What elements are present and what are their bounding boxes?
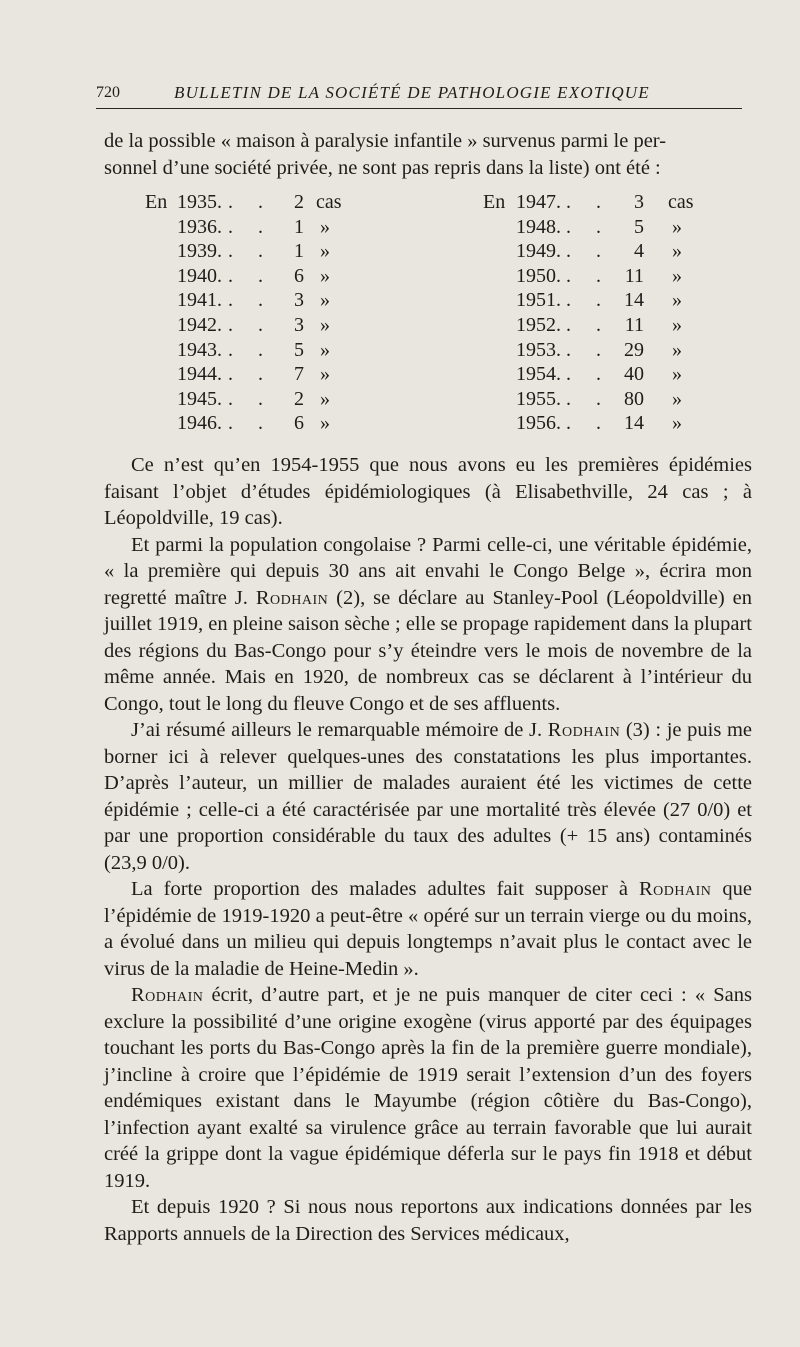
row-count: 3 — [294, 314, 304, 336]
intro-line-2: sonnel d’une société privée, ne sont pas repris dans la liste) ont été : — [104, 156, 661, 179]
leader-dots: . . — [228, 363, 273, 386]
leader-dots: . . — [228, 240, 273, 263]
cases-by-year-table — [0, 190, 800, 450]
row-year: 1942. — [177, 314, 222, 336]
row-prefix: En — [145, 191, 168, 213]
leader-dots: . . — [566, 338, 611, 361]
row-unit: » — [320, 412, 330, 435]
row-unit: » — [672, 215, 682, 238]
row-count: 3 — [294, 289, 304, 312]
table-row — [0, 190, 800, 214]
leader-dots: . . — [228, 264, 273, 287]
row-unit: » — [320, 363, 330, 386]
paragraph-3 — [104, 717, 752, 876]
row-count: 3 — [634, 191, 644, 213]
row-unit: » — [672, 387, 682, 410]
leader-dots: . . — [566, 314, 611, 336]
row-unit: » — [320, 314, 330, 336]
paragraph-3-text-a: J’ai résumé ailleurs le remarquable mémoire de J. — [131, 719, 548, 741]
row-unit: » — [672, 240, 682, 263]
row-unit: » — [672, 314, 682, 336]
row-count: 80 — [624, 387, 644, 410]
leader-dots: . . — [228, 215, 273, 238]
paragraph-4-text-b: que l’épidémie de 1919-1920 a peut-être « opéré sur un terrain vierge ou du moins, a évolué dans un milieu qui depuis longtemps n’avait plus le contact avec le virus de la maladie de Heine-Medin ». — [104, 878, 753, 980]
leader-dots: . . — [228, 191, 273, 213]
row-year: 1940. — [177, 264, 222, 287]
row-unit: » — [320, 264, 330, 287]
row-unit: » — [320, 215, 330, 238]
paragraph-4 — [104, 876, 752, 982]
row-count: 29 — [624, 338, 644, 361]
leader-dots: . . — [228, 387, 273, 410]
row-year: 1939. — [177, 240, 222, 263]
paragraph-1: Ce n’est qu’en 1954-1955 que nous avons eu les premières épidémies faisant l’objet d’études épidémiologiques (à Elisabethville, 24 cas ; à Léopoldville, 19 cas). — [104, 454, 752, 529]
row-year: 1936. — [177, 215, 222, 238]
row-unit: » — [672, 412, 682, 435]
row-unit: » — [320, 240, 330, 263]
row-unit: cas — [316, 191, 342, 213]
row-count: 14 — [624, 412, 644, 435]
table-row — [0, 387, 800, 411]
author-name: Rodhain — [638, 878, 712, 900]
intro-paragraph — [104, 128, 752, 181]
row-unit: » — [320, 289, 330, 312]
leader-dots: . . — [566, 264, 611, 287]
leader-dots: . . — [566, 191, 611, 213]
row-year: 1952. — [516, 314, 561, 336]
paragraph-3-text-b: (3) : je puis me borner ici à relever quelques-unes des constatations les plus importantes. D’après l’auteur, un millier de malades auraient été les victimes de cette épidémie ; celle-ci a été caractérisée par une mortalité très élevée (27 0/0) et par une proportion considérable du taux des adultes (+ 15 ans) contaminés (23,9 0/0). — [104, 719, 752, 874]
row-count: 6 — [294, 264, 304, 287]
row-count: 1 — [294, 240, 304, 263]
paragraph-4-text-a: La forte proportion des malades adultes fait supposer à — [131, 878, 639, 900]
table-row — [0, 338, 800, 362]
paragraph-2-text-b: (2), se déclare au Stanley-Pool (Léopoldville) en juillet 1919, en pleine saison sèche ; elle se propage rapidement dans la plupart des régions du Bas-Congo pour s’y éteindre vers le mois de novembre de la même année. Mais en 1920, de nombreux cas se déclarent à l’intérieur du Congo, tout le long du fleuve Congo et de ses affluents. — [104, 586, 752, 715]
paragraph-6: Et depuis 1920 ? Si nous nous reportons aux indications données par les Rapports annuels de la Direction des Services médicaux, — [104, 1196, 752, 1245]
table-row — [0, 264, 800, 288]
row-year: 1943. — [177, 338, 222, 361]
row-year: 1948. — [516, 215, 561, 238]
row-count: 2 — [294, 387, 304, 410]
row-unit: cas — [668, 191, 694, 213]
leader-dots: . . — [566, 412, 611, 435]
row-count: 7 — [294, 363, 304, 386]
author-name: Rodhain — [131, 984, 204, 1006]
row-count: 5 — [634, 215, 644, 238]
row-unit: » — [320, 387, 330, 410]
row-count: 40 — [624, 363, 644, 386]
leader-dots: . . — [566, 289, 611, 312]
intro-line-1: de la possible « maison à paralysie infantile » survenus parmi le per- — [104, 130, 667, 152]
leader-dots: . . — [228, 412, 273, 435]
row-year: 1941. — [177, 289, 222, 312]
row-unit: » — [672, 338, 682, 361]
paragraph-2 — [104, 532, 752, 718]
row-unit: » — [672, 363, 682, 386]
leader-dots: . . — [566, 363, 611, 386]
table-row — [0, 362, 800, 386]
row-count: 2 — [294, 191, 304, 213]
paragraph-2-text-a: Et parmi la population congolaise ? Parmi celle-ci, une véritable épidémie, « la première qui depuis 30 ans ait envahi le Congo Belge », écrira mon regretté maître J. — [104, 533, 752, 609]
row-count: 14 — [624, 289, 644, 312]
row-year: 1954. — [516, 363, 561, 386]
row-unit: » — [672, 289, 682, 312]
page-header — [96, 82, 742, 109]
row-year: 1950. — [516, 264, 561, 287]
row-year: 1947. — [516, 191, 561, 213]
row-year: 1951. — [516, 289, 561, 312]
leader-dots: . . — [566, 240, 611, 263]
row-count: 4 — [634, 240, 644, 263]
row-year: 1944. — [177, 363, 222, 386]
row-prefix: En — [483, 191, 506, 213]
leader-dots: . . — [228, 338, 273, 361]
row-year: 1949. — [516, 240, 561, 263]
table-row — [0, 239, 800, 263]
row-unit: » — [672, 264, 682, 287]
running-title: BULLETIN DE LA SOCIÉTÉ DE PATHOLOGIE EXOTIQUE — [174, 83, 650, 102]
row-count: 11 — [624, 314, 644, 336]
row-year: 1956. — [516, 412, 561, 435]
row-year: 1955. — [516, 387, 561, 410]
table-row — [0, 215, 800, 239]
row-year: 1935. — [177, 191, 222, 213]
author-name: Rodhain — [547, 719, 621, 741]
table-row — [0, 288, 800, 312]
row-count: 11 — [624, 264, 644, 287]
row-year: 1953. — [516, 338, 561, 361]
author-name: Rodhain — [255, 586, 329, 609]
table-row — [0, 411, 800, 435]
row-count: 1 — [294, 215, 304, 238]
row-count: 5 — [294, 338, 304, 361]
page-number: 720 — [96, 84, 120, 101]
leader-dots: . . — [228, 314, 273, 336]
body-text — [104, 452, 752, 1247]
paragraph-5 — [104, 982, 752, 1194]
row-count: 6 — [294, 412, 304, 435]
table-row — [0, 313, 800, 337]
row-unit: » — [320, 338, 330, 361]
leader-dots: . . — [566, 387, 611, 410]
leader-dots: . . — [228, 289, 273, 312]
paragraph-5-text: écrit, d’autre part, et je ne puis manquer de citer ceci : « Sans exclure la possibilité d’une origine exogène (virus apporté par des équipages touchant les ports du Bas-Congo après la fin de la première guerre mondiale), j’incline à croire que l’épidémie de 1919 serait l’extension d’un des foyers endémiques existant dans le Mayumbe (région côtière du Bas-Congo), l’infection ayant exalté sa virulence grâce au terrain favorable que lui aurait créé la grippe dont la vague épidémique déferla sur le pays fin 1918 et début 1919. — [104, 984, 752, 1192]
row-year: 1945. — [177, 387, 222, 410]
row-year: 1946. — [177, 412, 222, 435]
leader-dots: . . — [566, 215, 611, 238]
